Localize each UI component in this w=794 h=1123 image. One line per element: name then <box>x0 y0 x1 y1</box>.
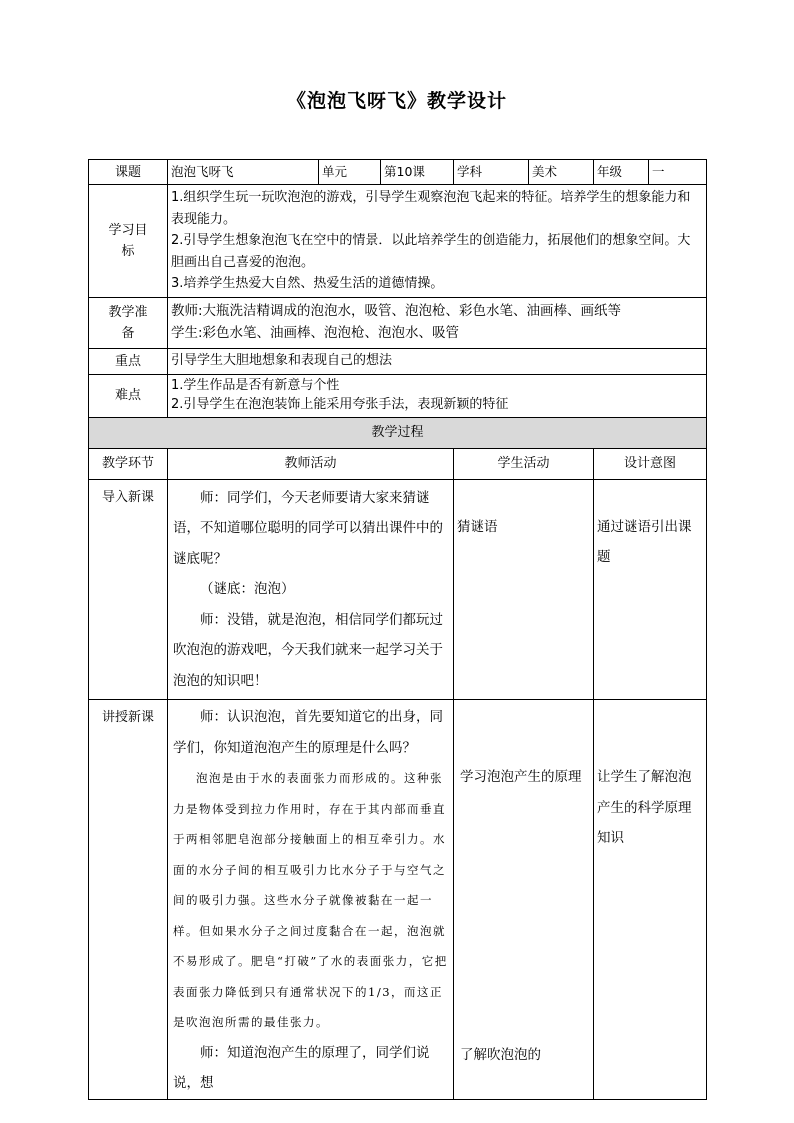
teacher-activity-cell <box>168 479 454 700</box>
preparation-row <box>89 297 707 348</box>
grade-label: 年级 <box>594 160 649 185</box>
unit-value: 第10课 <box>381 160 454 185</box>
difficulty-label: 难点 <box>89 374 168 417</box>
lesson-plan-table <box>88 159 707 1100</box>
science-paragraph: 泡泡是由于水的表面张力而形成的。这种张力是物体受到拉力作用时，存在于其内部而垂直于两相邻肥皂泡部分接触面上的相互牵引力。水面的水分子间的相互吸引力比水分子于与空气之间的吸引力强。这些水分子就像被黏在一起一样。但如果水分子之间过度黏合在一起，泡泡就不易形成了。肥皂“打破”了水的表面张力，它把表面张力降低到只有通常状况下的1/3，而这正是吹泡泡所需的最佳张力。 <box>173 771 448 1029</box>
process-section-row <box>89 417 707 448</box>
student-materials: 学生:彩色水笔、油画棒、泡泡枪、泡泡水、吸管 <box>171 324 460 341</box>
header-student: 学生活动 <box>454 448 594 479</box>
process-row-lecture <box>89 700 707 1100</box>
objective-item: 3.培养学生热爱大自然、热爱生活的道德情操。 <box>171 276 444 291</box>
course-label: 学科 <box>454 160 529 185</box>
preparation-label: 教学准备 <box>89 297 168 348</box>
subject-value: 泡泡飞呀飞 <box>168 160 319 185</box>
page-title: 《泡泡飞呀飞》教学设计 <box>286 90 507 112</box>
grade-value: 一 <box>649 160 707 185</box>
design-intent-cell: 通过谜语引出课题 <box>594 479 707 700</box>
header-teacher: 教师活动 <box>168 448 454 479</box>
objectives-row <box>89 185 707 298</box>
process-row-intro <box>89 479 707 700</box>
teacher-paragraph: 师：认识泡泡，首先要知道它的出身，同学们，你知道泡泡产生的原理是什么吗？ <box>173 709 443 756</box>
process-header-row <box>89 448 707 479</box>
difficulty-row <box>89 374 707 417</box>
teacher-paragraph: （谜底：泡泡） <box>200 581 295 597</box>
course-value: 美术 <box>529 160 594 185</box>
subject-label: 课题 <box>89 160 168 185</box>
unit-label: 单元 <box>319 160 381 185</box>
stage-cell: 导入新课 <box>89 479 168 700</box>
student-activity-cell: 猜谜语 <box>454 479 594 700</box>
difficulty-item: 2.引导学生在泡泡装饰上能采用夸张手法，表现新颖的特征 <box>171 397 509 412</box>
focus-label: 重点 <box>89 348 168 374</box>
teacher-paragraph: 师：同学们，今天老师要请大家来猜谜语，不知道哪位聪明的同学可以猜出课件中的谜底呢？ <box>173 489 443 567</box>
objective-item: 2.引导学生想象泡泡飞在空中的情景．以此培养学生的创造能力，拓展他们的想象空间。大胆画出自己喜爱的泡泡。 <box>171 233 691 270</box>
stage-cell: 讲授新课 <box>89 700 168 1100</box>
focus-text: 引导学生大胆地想象和表现自己的想法 <box>168 348 707 374</box>
student-activity-next: 了解吹泡泡的 <box>460 1047 541 1063</box>
objective-item: 1.组织学生玩一玩吹泡泡的游戏，引导学生观察泡泡飞起来的特征。培养学生的想象能力和表现能力。 <box>171 190 691 227</box>
design-intent-cell: 让学生了解泡泡产生的科学原理知识 <box>594 700 707 1100</box>
info-row <box>89 160 707 185</box>
student-activity-text: 学习泡泡产生的原理 <box>460 769 582 785</box>
student-activity-cell <box>454 700 594 1100</box>
teacher-materials: 教师:大瓶洗洁精调成的泡泡水，吸管、泡泡枪、彩色水笔、油画棒、画纸等 <box>171 302 622 319</box>
difficulty-item: 1.学生作品是否有新意与个性 <box>171 377 340 393</box>
header-stage: 教学环节 <box>89 448 168 479</box>
teacher-paragraph: 师：知道泡泡产生的原理了，同学们说说，想 <box>173 1044 430 1091</box>
process-section-title: 教学过程 <box>89 417 707 448</box>
teacher-paragraph: 师：没错，就是泡泡，相信同学们都玩过吹泡泡的游戏吧，今天我们就来一起学习关于泡泡的知识吧！ <box>173 611 443 689</box>
teacher-activity-cell <box>168 700 454 1100</box>
focus-row <box>89 348 707 374</box>
objectives-label: 学习目标 <box>89 185 168 298</box>
header-intent: 设计意图 <box>594 448 707 479</box>
